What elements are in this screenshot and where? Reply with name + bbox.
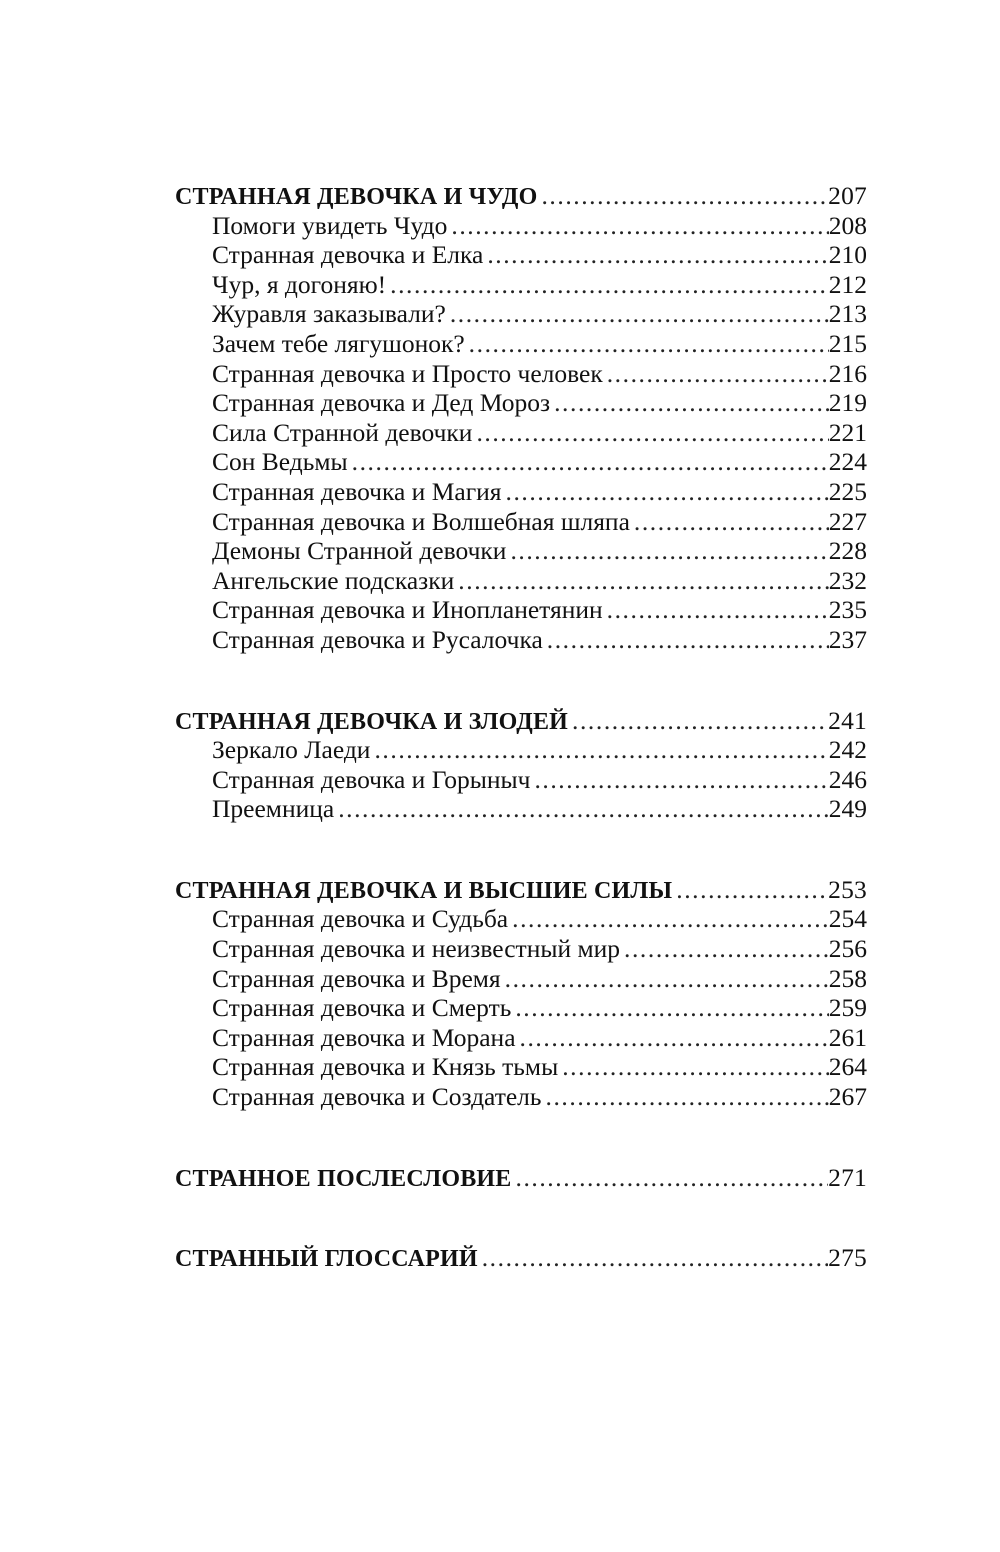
dot-leader <box>334 794 829 824</box>
toc-heading-row[interactable] <box>175 1243 867 1273</box>
toc-entry[interactable] <box>175 765 867 795</box>
toc-entry-title: Странная девочка и Создатель <box>212 1082 542 1112</box>
toc-entry[interactable] <box>175 536 867 566</box>
toc-entry[interactable] <box>175 211 867 241</box>
dot-leader <box>568 706 828 736</box>
dot-leader <box>370 735 828 765</box>
toc-entry[interactable] <box>175 904 867 934</box>
toc-entry-title: Странная девочка и Время <box>212 963 501 993</box>
toc-entry[interactable] <box>175 270 867 300</box>
dot-leader <box>516 1023 829 1053</box>
page-number: 237 <box>828 624 867 654</box>
toc-entry-title: Сила Странной девочки <box>212 417 473 447</box>
page-number: 253 <box>828 874 867 904</box>
page-number: 259 <box>828 993 867 1023</box>
toc-entry-title: Странная девочка и Князь тьмы <box>212 1052 559 1082</box>
toc-entry[interactable] <box>175 507 867 537</box>
page-number: 227 <box>828 506 867 536</box>
toc-entry[interactable] <box>175 625 867 655</box>
toc-entry-title: Странная девочка и Судьба <box>212 904 509 934</box>
dot-leader <box>511 993 828 1023</box>
toc-heading-title: СТРАННАЯ ДЕВОЧКА И ЗЛОДЕЙ <box>175 708 569 735</box>
dot-leader <box>454 566 828 596</box>
toc-entry[interactable] <box>175 1052 867 1082</box>
dot-leader <box>386 270 829 300</box>
toc-entry-title: Сон Ведьмы <box>212 447 348 477</box>
page-number: 208 <box>828 210 867 240</box>
toc-entry-title: Странная девочка и Дед Мороз <box>212 388 551 418</box>
toc-entry[interactable] <box>175 329 867 359</box>
toc-entry[interactable] <box>175 359 867 389</box>
table-of-contents <box>175 181 867 1273</box>
dot-leader <box>512 1163 829 1193</box>
page-number: 267 <box>828 1082 867 1112</box>
toc-section-miracle <box>175 181 867 655</box>
page-number: 207 <box>828 181 867 210</box>
page-number: 249 <box>828 794 867 824</box>
dot-leader <box>630 507 829 537</box>
toc-entry-title: Странная девочка и Морана <box>212 1022 516 1052</box>
toc-entry-title: Странная девочка и неизвестный мир <box>212 934 621 964</box>
dot-leader <box>550 388 829 418</box>
page-number: 228 <box>828 536 867 566</box>
toc-entry[interactable] <box>175 993 867 1023</box>
toc-section-villain <box>175 706 867 824</box>
toc-entry-title: Странная девочка и Просто человек <box>212 358 603 388</box>
page-number: 224 <box>828 447 867 477</box>
toc-entry[interactable] <box>175 240 867 270</box>
dot-leader <box>530 765 828 795</box>
page-number: 241 <box>828 705 867 735</box>
dot-leader <box>543 625 829 655</box>
page-number: 216 <box>828 358 867 388</box>
toc-entry-title: Помоги увидеть Чудо <box>212 210 448 240</box>
toc-entry[interactable] <box>175 447 867 477</box>
toc-entry-title: Странная девочка и Русалочка <box>212 624 543 654</box>
toc-heading-row[interactable] <box>175 706 867 736</box>
page-number: 256 <box>828 934 867 964</box>
dot-leader <box>558 1052 829 1082</box>
toc-entry[interactable] <box>175 934 867 964</box>
toc-entry-title: Странная девочка и Инопланетянин <box>212 595 603 625</box>
toc-entry[interactable] <box>175 794 867 824</box>
toc-heading-title: СТРАННАЯ ДЕВОЧКА И ЧУДО <box>175 184 538 210</box>
dot-leader <box>465 329 829 359</box>
page-number: 275 <box>828 1243 867 1273</box>
dot-leader <box>542 1082 829 1112</box>
toc-entry-title: Ангельские подсказки <box>212 565 455 595</box>
dot-leader <box>478 1243 828 1273</box>
toc-entry[interactable] <box>175 566 867 596</box>
toc-heading-row[interactable] <box>175 181 867 211</box>
toc-entry[interactable] <box>175 1023 867 1053</box>
page-number: 242 <box>828 735 867 765</box>
page-number: 261 <box>828 1022 867 1052</box>
page-number: 258 <box>828 963 867 993</box>
page-number: 212 <box>828 269 867 299</box>
toc-section-afterword <box>175 1163 867 1193</box>
page-number: 219 <box>828 388 867 418</box>
toc-entry-title: Демоны Странной девочки <box>212 536 507 566</box>
dot-leader <box>348 447 829 477</box>
dot-leader <box>508 904 829 934</box>
toc-entry[interactable] <box>175 735 867 765</box>
page-number: 264 <box>828 1052 867 1082</box>
toc-heading-title: СТРАННЫЙ ГЛОССАРИЙ <box>175 1246 478 1273</box>
dot-leader <box>446 299 829 329</box>
toc-heading-title: СТРАННАЯ ДЕВОЧКА И ВЫСШИЕ СИЛЫ <box>175 877 673 904</box>
toc-entry[interactable] <box>175 418 867 448</box>
toc-entry[interactable] <box>175 299 867 329</box>
page-number: 246 <box>828 764 867 794</box>
toc-entry-title: Странная девочка и Горыныч <box>212 764 531 794</box>
dot-leader <box>472 418 828 448</box>
toc-section-glossary <box>175 1243 867 1273</box>
toc-entry[interactable] <box>175 1082 867 1112</box>
page-number: 221 <box>828 417 867 447</box>
dot-leader <box>603 595 829 625</box>
page-number: 235 <box>828 595 867 625</box>
dot-leader <box>603 359 829 389</box>
toc-entry-title: Зачем тебе лягушонок? <box>212 328 465 358</box>
toc-entry-title: Странная девочка и Магия <box>212 476 502 506</box>
toc-heading-title: СТРАННОЕ ПОСЛЕСЛОВИЕ <box>175 1165 512 1192</box>
page-number: 210 <box>828 240 867 270</box>
dot-leader <box>447 211 828 241</box>
toc-entry-title: Странная девочка и Волшебная шляпа <box>212 506 630 536</box>
page-number: 271 <box>828 1162 867 1192</box>
dot-leader <box>502 477 829 507</box>
page-number: 213 <box>828 299 867 329</box>
toc-entry-title: Чур, я догоняю! <box>212 269 387 299</box>
dot-leader <box>501 964 829 994</box>
dot-leader <box>620 934 829 964</box>
toc-heading-row[interactable] <box>175 1163 867 1193</box>
page-number: 215 <box>828 328 867 358</box>
toc-entry-title: Зеркало Лаеди <box>212 735 371 765</box>
toc-entry[interactable] <box>175 388 867 418</box>
toc-entry-title: Странная девочка и Смерть <box>212 993 512 1023</box>
dot-leader <box>672 875 828 905</box>
toc-entry-title: Преемница <box>212 794 335 824</box>
toc-entry[interactable] <box>175 964 867 994</box>
dot-leader <box>537 181 828 211</box>
toc-entry[interactable] <box>175 477 867 507</box>
toc-entry[interactable] <box>175 595 867 625</box>
toc-entry-title: Странная девочка и Елка <box>212 240 484 270</box>
dot-leader <box>483 240 828 270</box>
dot-leader <box>506 536 828 566</box>
page-number: 232 <box>828 565 867 595</box>
page-number: 225 <box>828 476 867 506</box>
toc-entry-title: Журавля заказывали? <box>212 299 446 329</box>
toc-section-higher-powers <box>175 875 867 1112</box>
toc-heading-row[interactable] <box>175 875 867 905</box>
page-number: 254 <box>828 904 867 934</box>
